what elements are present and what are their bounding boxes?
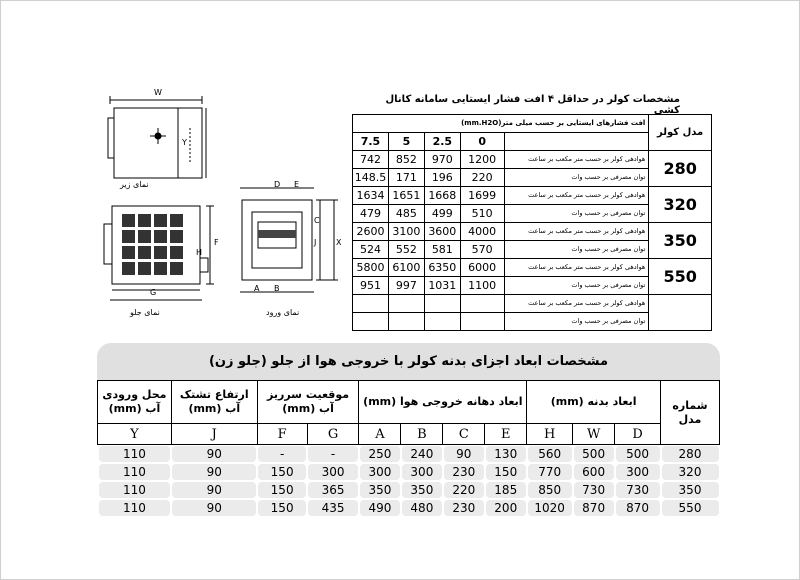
dim-letters-row: Y J F G A B C E H W D	[98, 424, 720, 445]
spec-row-350-power: 524 552 581 570 توان مصرفی بر حسب وات	[353, 241, 712, 259]
airflow-label: هوادهی کولر بر حسب متر مکعب بر ساعت	[504, 295, 649, 313]
power-label: توان مصرفی بر حسب وات	[504, 241, 649, 259]
dim-letter-w: W	[154, 88, 162, 97]
pressure-value: 7.5	[353, 133, 389, 151]
pressure-value: 2.5	[424, 133, 460, 151]
side-view-drawing	[240, 188, 338, 292]
table-row: 110 90 - - 250 240 90 130 560 500 500 280	[98, 445, 720, 464]
body-header: ابعاد بدنه (mm)	[527, 381, 661, 424]
spec-row-280-airflow: 742 852 970 1200 هوادهی کولر بر حسب متر مکعب بر ساعت 280	[353, 151, 712, 169]
model-number: 320	[649, 187, 712, 223]
front-view-grille	[122, 214, 183, 275]
top-view-drawing	[108, 96, 206, 178]
table-row: 110 90 150 435 490 480 230 200 1020 870 870 550	[98, 499, 720, 517]
spec-row-320-airflow: 1634 1651 1668 1699 هوادهی کولر بر حسب متر مکعب بر ساعت 320	[353, 187, 712, 205]
dim-letter-c: C	[314, 216, 320, 225]
pressure-value: 5	[388, 133, 424, 151]
dims-title: مشخصات ابعاد اجزای بدنه کولر با خروجی هوا از جلو (جلو زن)	[97, 343, 720, 380]
power-label: توان مصرفی بر حسب وات	[504, 169, 649, 187]
spec-table	[352, 114, 712, 331]
spec-row-550-airflow: 5800 6100 6350 6000 هوادهی کولر بر حسب متر مکعب بر ساعت 550	[353, 259, 712, 277]
dim-letter-d: D	[274, 180, 281, 189]
airflow-label: هوادهی کولر بر حسب متر مکعب بر ساعت	[504, 151, 649, 169]
spec-row-350-airflow: 2600 3100 3600 4000 هوادهی کولر بر حسب متر مکعب بر ساعت 350	[353, 223, 712, 241]
pressure-value: 0	[460, 133, 504, 151]
table-row: 110 90 150 300 300 300 230 150 770 600 300 320	[98, 463, 720, 481]
technical-drawing	[90, 88, 358, 330]
side-view-label: نمای ورود	[266, 308, 300, 317]
power-label: توان مصرفی بر حسب وات	[504, 205, 649, 223]
airflow-label: هوادهی کولر بر حسب متر مکعب بر ساعت	[504, 187, 649, 205]
dim-letter-x: X	[336, 238, 342, 247]
power-label: توان مصرفی بر حسب وات	[504, 313, 649, 331]
airflow-label: هوادهی کولر بر حسب متر مکعب بر ساعت	[504, 223, 649, 241]
top-view-label: نمای زیر	[120, 180, 149, 189]
dim-letter-a: A	[254, 284, 260, 293]
tray-header: ارتفاع تشتک آب (mm)	[171, 381, 257, 424]
dim-letter-h: H	[196, 248, 203, 257]
spec-row-320-power: 479 485 499 510 توان مصرفی بر حسب وات	[353, 205, 712, 223]
spec-title: مشخصات کولر در حداقل ۴ افت فشار ایستایی سامانه کانال کشی	[385, 94, 680, 116]
dims-section	[97, 343, 720, 517]
front-view-label: نمای جلو	[130, 308, 160, 317]
dim-letter-f: F	[214, 238, 219, 247]
table-row: 110 90 150 365 350 350 220 185 850 730 730 350	[98, 481, 720, 499]
inlet-header: محل ورودی آب (mm)	[98, 381, 172, 424]
model-header: مدل کولر	[649, 115, 712, 151]
cooler-drawings	[90, 88, 358, 330]
dims-table	[97, 380, 720, 517]
spec-row-280-power: 148.5 171 196 220 توان مصرفی بر حسب وات	[353, 169, 712, 187]
spec-row-empty-airflow	[353, 295, 712, 313]
dim-letter-g: G	[150, 288, 157, 297]
model-number: 550	[649, 259, 712, 295]
overflow-header: موقعیت سرریز آب (mm)	[257, 381, 359, 424]
dim-letter-b: B	[274, 284, 280, 293]
power-label: توان مصرفی بر حسب وات	[504, 277, 649, 295]
model-number: 350	[649, 223, 712, 259]
model-header: شماره مدل	[661, 381, 720, 445]
spec-row-550-power: 951 997 1031 1100 توان مصرفی بر حسب وات	[353, 277, 712, 295]
model-number: 280	[649, 151, 712, 187]
dim-letter-j: J	[314, 238, 317, 247]
pressure-header: افت فشارهای ایستایی بر حسب میلی متر(mm.H2O)	[353, 115, 649, 133]
outlet-header: ابعاد دهانه خروجی هوا (mm)	[359, 381, 527, 424]
dim-letter-e: E	[294, 180, 300, 189]
airflow-label: هوادهی کولر بر حسب متر مکعب بر ساعت	[504, 259, 649, 277]
dim-letter-y: Y	[182, 138, 187, 147]
